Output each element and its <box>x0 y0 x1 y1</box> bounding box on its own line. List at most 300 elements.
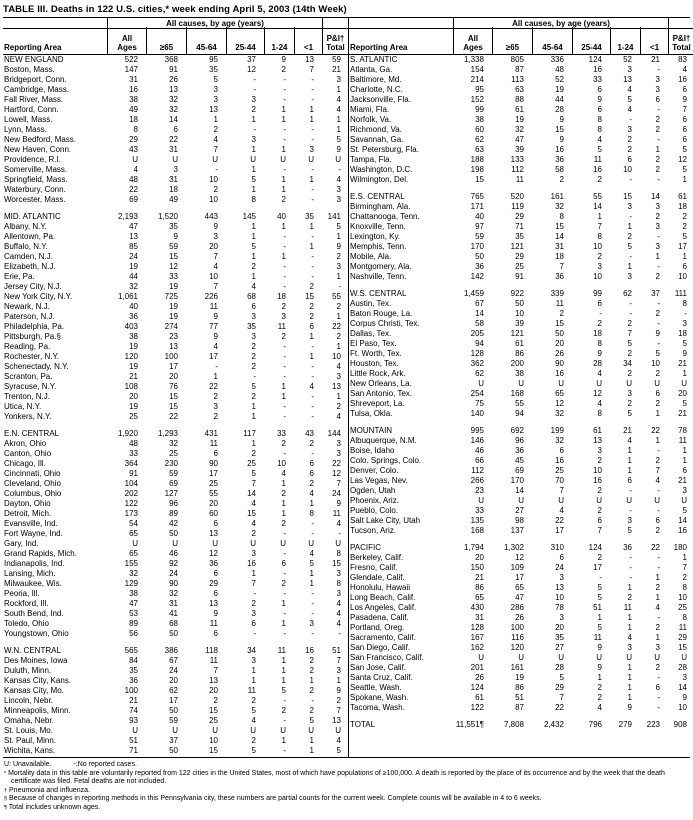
value-cell: 205 <box>470 329 484 338</box>
value-cell: 55 <box>209 489 218 498</box>
value-cell: 75 <box>475 399 484 408</box>
value-cell: 23 <box>475 486 484 495</box>
column-header: 25-44 <box>573 27 611 54</box>
value-cell: 2 <box>597 456 602 465</box>
value-cell: 11 <box>623 603 632 612</box>
city-row <box>3 145 348 155</box>
value-cell: 908 <box>673 720 687 729</box>
value-cell: 1,302 <box>503 543 524 552</box>
region-row <box>3 212 348 222</box>
value-cell: 4 <box>213 342 218 351</box>
value-cell: 7 <box>251 579 256 588</box>
value-cell: 3 <box>336 195 341 204</box>
value-cell: 5 <box>682 399 687 408</box>
value-cell: 1 <box>251 222 256 231</box>
value-cell: 78 <box>555 603 564 612</box>
value-cell: 19 <box>555 85 564 94</box>
value-cell: 20 <box>129 392 138 401</box>
value-cell: 38 <box>475 115 484 124</box>
value-cell: 22 <box>129 185 138 194</box>
city-row <box>349 623 693 633</box>
value-cell: 6 <box>682 262 687 271</box>
value-cell: 13 <box>332 382 341 391</box>
value-cell: U <box>280 539 286 548</box>
value-cell: 214 <box>470 75 484 84</box>
value-cell: 11 <box>209 302 218 311</box>
value-cell: 20 <box>209 499 218 508</box>
value-cell: 1 <box>627 583 632 592</box>
value-cell: 5 <box>682 506 687 515</box>
value-cell: 16 <box>593 65 602 74</box>
value-cell: - <box>629 212 632 221</box>
value-cell: 140 <box>470 409 484 418</box>
value-cell: - <box>657 553 660 562</box>
value-cell: - <box>311 589 314 598</box>
value-cell: 3 <box>309 619 314 628</box>
reporting-area-cell: Allentown, Pa. <box>4 232 56 241</box>
reporting-area-cell: Camden, N.J. <box>4 252 53 261</box>
value-cell: 2 <box>251 696 256 705</box>
value-cell: 2 <box>336 252 341 261</box>
value-cell: U <box>558 496 564 505</box>
value-cell: 32 <box>129 569 138 578</box>
value-cell: 9 <box>213 222 218 231</box>
reporting-area-cell: New York City, N.Y. <box>4 292 73 301</box>
value-cell: 2 <box>281 579 286 588</box>
value-cell: 5 <box>682 145 687 154</box>
value-cell: 59 <box>332 55 341 64</box>
value-cell: 1 <box>251 666 256 675</box>
value-cell: 922 <box>510 289 524 298</box>
value-cell: 4 <box>336 412 341 421</box>
value-cell: 2 <box>309 706 314 715</box>
reporting-area-cell: Schenectady, N.Y. <box>4 362 69 371</box>
reporting-area-cell: Buffalo, N.Y. <box>4 242 48 251</box>
value-cell: - <box>657 563 660 572</box>
value-cell: U <box>478 496 484 505</box>
value-cell: 26 <box>555 349 564 358</box>
city-row <box>349 693 693 703</box>
city-row <box>3 609 348 619</box>
value-cell: 1 <box>336 115 341 124</box>
city-row <box>3 499 348 509</box>
reporting-area-cell: Lansing, Mich. <box>4 569 56 578</box>
value-cell: 50 <box>555 329 564 338</box>
value-cell: - <box>311 252 314 261</box>
value-cell: 8 <box>597 115 602 124</box>
reporting-area-cell: Hartford, Conn. <box>4 105 59 114</box>
value-cell: 1 <box>627 262 632 271</box>
value-cell: U <box>654 653 660 662</box>
reporting-area-cell: Utica, N.Y. <box>4 402 42 411</box>
value-cell: 93 <box>129 716 138 725</box>
value-cell: 6 <box>655 95 660 104</box>
footnote: § Because of changes in reporting methods in this Pennsylvania city, these numbers are partial counts for the current week. Complete counts will be available in 4 to 6 weeks. <box>4 795 542 803</box>
reporting-area-cell: Toledo, Ohio <box>4 619 49 628</box>
column-header: ≥65 <box>147 27 187 54</box>
reporting-area-cell: PACIFIC <box>350 543 381 552</box>
value-cell: 9 <box>336 242 341 251</box>
value-cell: - <box>338 629 341 638</box>
value-cell: 2 <box>309 479 314 488</box>
value-cell: 19 <box>129 342 138 351</box>
value-cell: 1 <box>627 693 632 702</box>
footnote-marker: ¶ <box>4 804 7 811</box>
value-cell: 11 <box>678 623 687 632</box>
value-cell: 274 <box>164 322 178 331</box>
value-cell: 18 <box>593 329 602 338</box>
value-cell: 83 <box>678 55 687 64</box>
reporting-area-cell: Montgomery, Ala. <box>350 262 412 271</box>
city-row <box>3 569 348 579</box>
reporting-area-cell: TOTAL <box>350 720 376 729</box>
value-cell: 122 <box>124 499 138 508</box>
value-cell: 2 <box>251 262 256 271</box>
value-cell: 36 <box>555 272 564 281</box>
city-row <box>349 703 693 713</box>
value-cell: - <box>629 175 632 184</box>
value-cell: 3 <box>173 165 178 174</box>
value-cell: 12 <box>555 399 564 408</box>
reporting-area-cell: San Diego, Calif. <box>350 643 411 652</box>
value-cell: 6 <box>559 446 564 455</box>
value-cell: 5 <box>251 469 256 478</box>
value-cell: 3 <box>336 75 341 84</box>
value-cell: 95 <box>475 85 484 94</box>
reporting-area-cell: Denver, Colo. <box>350 466 399 475</box>
value-cell: 12 <box>169 262 178 271</box>
value-cell: 46 <box>169 549 178 558</box>
city-row <box>349 389 693 399</box>
value-cell: 1 <box>251 402 256 411</box>
value-cell: U <box>596 379 602 388</box>
value-cell: 7 <box>682 105 687 114</box>
city-row <box>349 583 693 593</box>
value-cell: 796 <box>588 720 602 729</box>
value-cell: 1 <box>655 573 660 582</box>
reporting-area-cell: Syracuse, N.Y. <box>4 382 57 391</box>
value-cell: 1,338 <box>463 55 484 64</box>
value-cell: 20 <box>555 339 564 348</box>
value-cell: U <box>212 726 218 735</box>
reporting-area-cell: Rochester, N.Y. <box>4 352 59 361</box>
value-cell: - <box>657 319 660 328</box>
value-cell: 3 <box>559 573 564 582</box>
value-cell: 97 <box>475 222 484 231</box>
reporting-area-cell: St. Paul, Minn. <box>4 736 57 745</box>
value-cell: 7 <box>251 479 256 488</box>
value-cell: - <box>311 629 314 638</box>
city-row <box>349 573 693 583</box>
value-cell: 5 <box>336 135 341 144</box>
value-cell: - <box>629 573 632 582</box>
city-row <box>3 372 348 382</box>
city-row <box>349 329 693 339</box>
value-cell: 3 <box>251 549 256 558</box>
value-cell: 1 <box>281 479 286 488</box>
reporting-area-cell: Albuquerque, N.M. <box>350 436 417 445</box>
value-cell: 11 <box>555 299 564 308</box>
value-cell: 403 <box>124 322 138 331</box>
reporting-area-cell: New Bedford, Mass. <box>4 135 77 144</box>
value-cell: 310 <box>550 543 564 552</box>
value-cell: 24 <box>169 569 178 578</box>
city-row <box>3 716 348 726</box>
value-cell: 2 <box>281 65 286 74</box>
value-cell: 2 <box>281 332 286 341</box>
value-cell: 50 <box>169 746 178 755</box>
value-cell: 5 <box>682 339 687 348</box>
value-cell: 78 <box>678 426 687 435</box>
value-cell: 16 <box>247 559 256 568</box>
reporting-area-cell: Ogden, Utah <box>350 486 396 495</box>
city-row <box>3 312 348 322</box>
city-row <box>349 252 693 262</box>
value-cell: U <box>250 726 256 735</box>
city-row <box>3 75 348 85</box>
value-cell: 725 <box>164 292 178 301</box>
value-cell: 36 <box>475 262 484 271</box>
value-cell: 2 <box>655 583 660 592</box>
value-cell: 19 <box>169 302 178 311</box>
value-cell: 1 <box>251 252 256 261</box>
value-cell: U <box>132 539 138 548</box>
value-cell: 52 <box>555 75 564 84</box>
city-row <box>3 619 348 629</box>
value-cell: - <box>283 716 286 725</box>
reporting-area-cell: Fresno, Calif. <box>350 563 398 572</box>
value-cell: 4 <box>655 603 660 612</box>
city-row <box>3 95 348 105</box>
value-cell: 124 <box>470 683 484 692</box>
reporting-area-cell: Baltimore, Md. <box>350 75 402 84</box>
value-cell: 5 <box>251 706 256 715</box>
value-cell: 58 <box>555 165 564 174</box>
value-cell: 171 <box>470 202 484 211</box>
value-cell: 7 <box>336 656 341 665</box>
value-cell: 1 <box>627 663 632 672</box>
value-cell: 9 <box>213 332 218 341</box>
value-cell: 36 <box>515 446 524 455</box>
city-row <box>349 299 693 309</box>
value-cell: 90 <box>169 579 178 588</box>
value-cell: 3 <box>213 402 218 411</box>
column-header: P&I† Total <box>326 34 345 52</box>
value-cell: 2 <box>655 456 660 465</box>
reporting-area-cell: Richmond, Va. <box>350 125 402 134</box>
footnote: ¶ Total includes unknown ages. <box>4 803 101 811</box>
value-cell: 141 <box>327 212 341 221</box>
value-cell: 16 <box>555 369 564 378</box>
value-cell: 65 <box>129 529 138 538</box>
value-cell: 1 <box>281 105 286 114</box>
reporting-area-cell: Dallas, Tex. <box>350 329 392 338</box>
city-row <box>3 489 348 499</box>
city-row <box>3 165 348 175</box>
value-cell: 10 <box>332 352 341 361</box>
value-cell: 201 <box>470 663 484 672</box>
value-cell: 4 <box>627 105 632 114</box>
value-cell: 11 <box>332 509 341 518</box>
reporting-area-cell: Minneapolis, Minn. <box>4 706 71 715</box>
value-cell: - <box>283 412 286 421</box>
value-cell: 692 <box>510 426 524 435</box>
value-cell: 173 <box>124 509 138 518</box>
legend-unavailable: U: Unavailable. <box>4 761 52 768</box>
reporting-area-cell: Rockford, Ill. <box>4 599 49 608</box>
reporting-area-cell: S. ATLANTIC <box>350 55 398 64</box>
value-cell: - <box>599 573 602 582</box>
city-row <box>349 175 693 185</box>
value-cell: 48 <box>555 65 564 74</box>
reporting-area-cell: Austin, Tex. <box>350 299 392 308</box>
city-row <box>349 349 693 359</box>
value-cell: - <box>599 309 602 318</box>
value-cell: 17 <box>515 573 524 582</box>
value-cell: - <box>283 629 286 638</box>
value-cell: - <box>283 165 286 174</box>
value-cell: 8 <box>133 125 138 134</box>
value-cell: 19 <box>129 402 138 411</box>
age-group-header: All causes, by age (years) <box>453 18 669 29</box>
value-cell: 6 <box>281 559 286 568</box>
city-row <box>349 486 693 496</box>
city-row <box>3 459 348 469</box>
region-row <box>3 646 348 656</box>
value-cell: 5 <box>682 165 687 174</box>
value-cell: 28 <box>555 663 564 672</box>
reporting-area-cell: Erie, Pa. <box>4 272 35 281</box>
value-cell: - <box>283 342 286 351</box>
value-cell: 21 <box>678 476 687 485</box>
value-cell: 59 <box>169 242 178 251</box>
reporting-area-cell: St. Petersburg, Fla. <box>350 145 419 154</box>
value-cell: 26 <box>169 75 178 84</box>
value-cell: 6 <box>682 125 687 134</box>
value-cell: 24 <box>332 489 341 498</box>
value-cell: U <box>335 726 341 735</box>
city-row <box>349 165 693 175</box>
value-cell: 84 <box>129 656 138 665</box>
value-cell: 1 <box>251 412 256 421</box>
value-cell: - <box>311 609 314 618</box>
city-row <box>349 155 693 165</box>
value-cell: U <box>681 379 687 388</box>
value-cell: 7 <box>597 526 602 535</box>
value-cell: 1,293 <box>157 429 178 438</box>
value-cell: 50 <box>515 299 524 308</box>
value-cell: 18 <box>129 115 138 124</box>
reporting-area-cell: Shreveport, La. <box>350 399 405 408</box>
value-cell: 4 <box>627 85 632 94</box>
city-row <box>349 75 693 85</box>
reporting-area-cell: Nashville, Tenn. <box>350 272 407 281</box>
region-row <box>3 429 348 439</box>
reporting-area-cell: E.S. CENTRAL <box>350 192 405 201</box>
value-cell: - <box>657 673 660 682</box>
value-cell: 2 <box>682 573 687 582</box>
region-row <box>3 55 348 65</box>
value-cell: 22 <box>332 322 341 331</box>
value-cell: 2 <box>597 506 602 515</box>
value-cell: 2 <box>251 736 256 745</box>
value-cell: - <box>629 486 632 495</box>
city-row <box>349 643 693 653</box>
value-cell: 1 <box>281 656 286 665</box>
value-cell: - <box>253 629 256 638</box>
value-cell: - <box>283 352 286 361</box>
value-cell: 1,459 <box>463 289 484 298</box>
value-cell: 92 <box>169 559 178 568</box>
column-header: 1-24 <box>611 27 641 54</box>
reporting-area-cell: Miami, Fla. <box>350 105 390 114</box>
value-cell: 1 <box>309 105 314 114</box>
city-row <box>349 683 693 693</box>
reporting-area-cell: Salt Lake City, Utah <box>350 516 421 525</box>
value-cell: 1 <box>281 175 286 184</box>
value-cell: 1 <box>336 125 341 134</box>
value-cell: 4 <box>336 619 341 628</box>
value-cell: 32 <box>129 282 138 291</box>
value-cell: 22 <box>169 135 178 144</box>
value-cell: - <box>283 569 286 578</box>
footnote-marker: * <box>4 770 7 777</box>
value-cell: 1 <box>627 466 632 475</box>
value-cell: 34 <box>623 359 632 368</box>
reporting-area-cell: Gary, Ind. <box>4 539 39 548</box>
value-cell: 8 <box>682 613 687 622</box>
value-cell: 65 <box>475 593 484 602</box>
value-cell: 4 <box>627 436 632 445</box>
value-cell: 54 <box>129 519 138 528</box>
value-cell: 3 <box>336 262 341 271</box>
value-cell: 33 <box>169 272 178 281</box>
value-cell: 26 <box>515 613 524 622</box>
reporting-area-cell: Des Moines, Iowa <box>4 656 68 665</box>
value-cell: 40 <box>129 302 138 311</box>
value-cell: 2 <box>309 656 314 665</box>
value-cell: 1 <box>309 175 314 184</box>
value-cell: - <box>338 165 341 174</box>
region-row <box>349 543 693 553</box>
value-cell: 1 <box>655 145 660 154</box>
value-cell: 59 <box>169 469 178 478</box>
value-cell: 2 <box>336 332 341 341</box>
column-header: All Ages <box>107 27 147 54</box>
value-cell: 31 <box>129 75 138 84</box>
value-cell: 13 <box>305 55 314 64</box>
value-cell: 2 <box>655 623 660 632</box>
value-cell: U <box>172 155 178 164</box>
city-row <box>3 195 348 205</box>
value-cell: 1 <box>281 185 286 194</box>
value-cell: 3 <box>251 312 256 321</box>
city-row <box>349 339 693 349</box>
value-cell: 5 <box>336 222 341 231</box>
table-header <box>349 18 693 55</box>
city-row <box>349 436 693 446</box>
value-cell: - <box>311 392 314 401</box>
value-cell: 18 <box>555 252 564 261</box>
value-cell: 31 <box>169 145 178 154</box>
value-cell: 39 <box>515 145 524 154</box>
value-cell: 6 <box>655 683 660 692</box>
value-cell: 522 <box>124 55 138 64</box>
value-cell: - <box>311 402 314 411</box>
value-cell: 15 <box>247 509 256 518</box>
value-cell: 59 <box>169 716 178 725</box>
value-cell: 2 <box>251 105 256 114</box>
